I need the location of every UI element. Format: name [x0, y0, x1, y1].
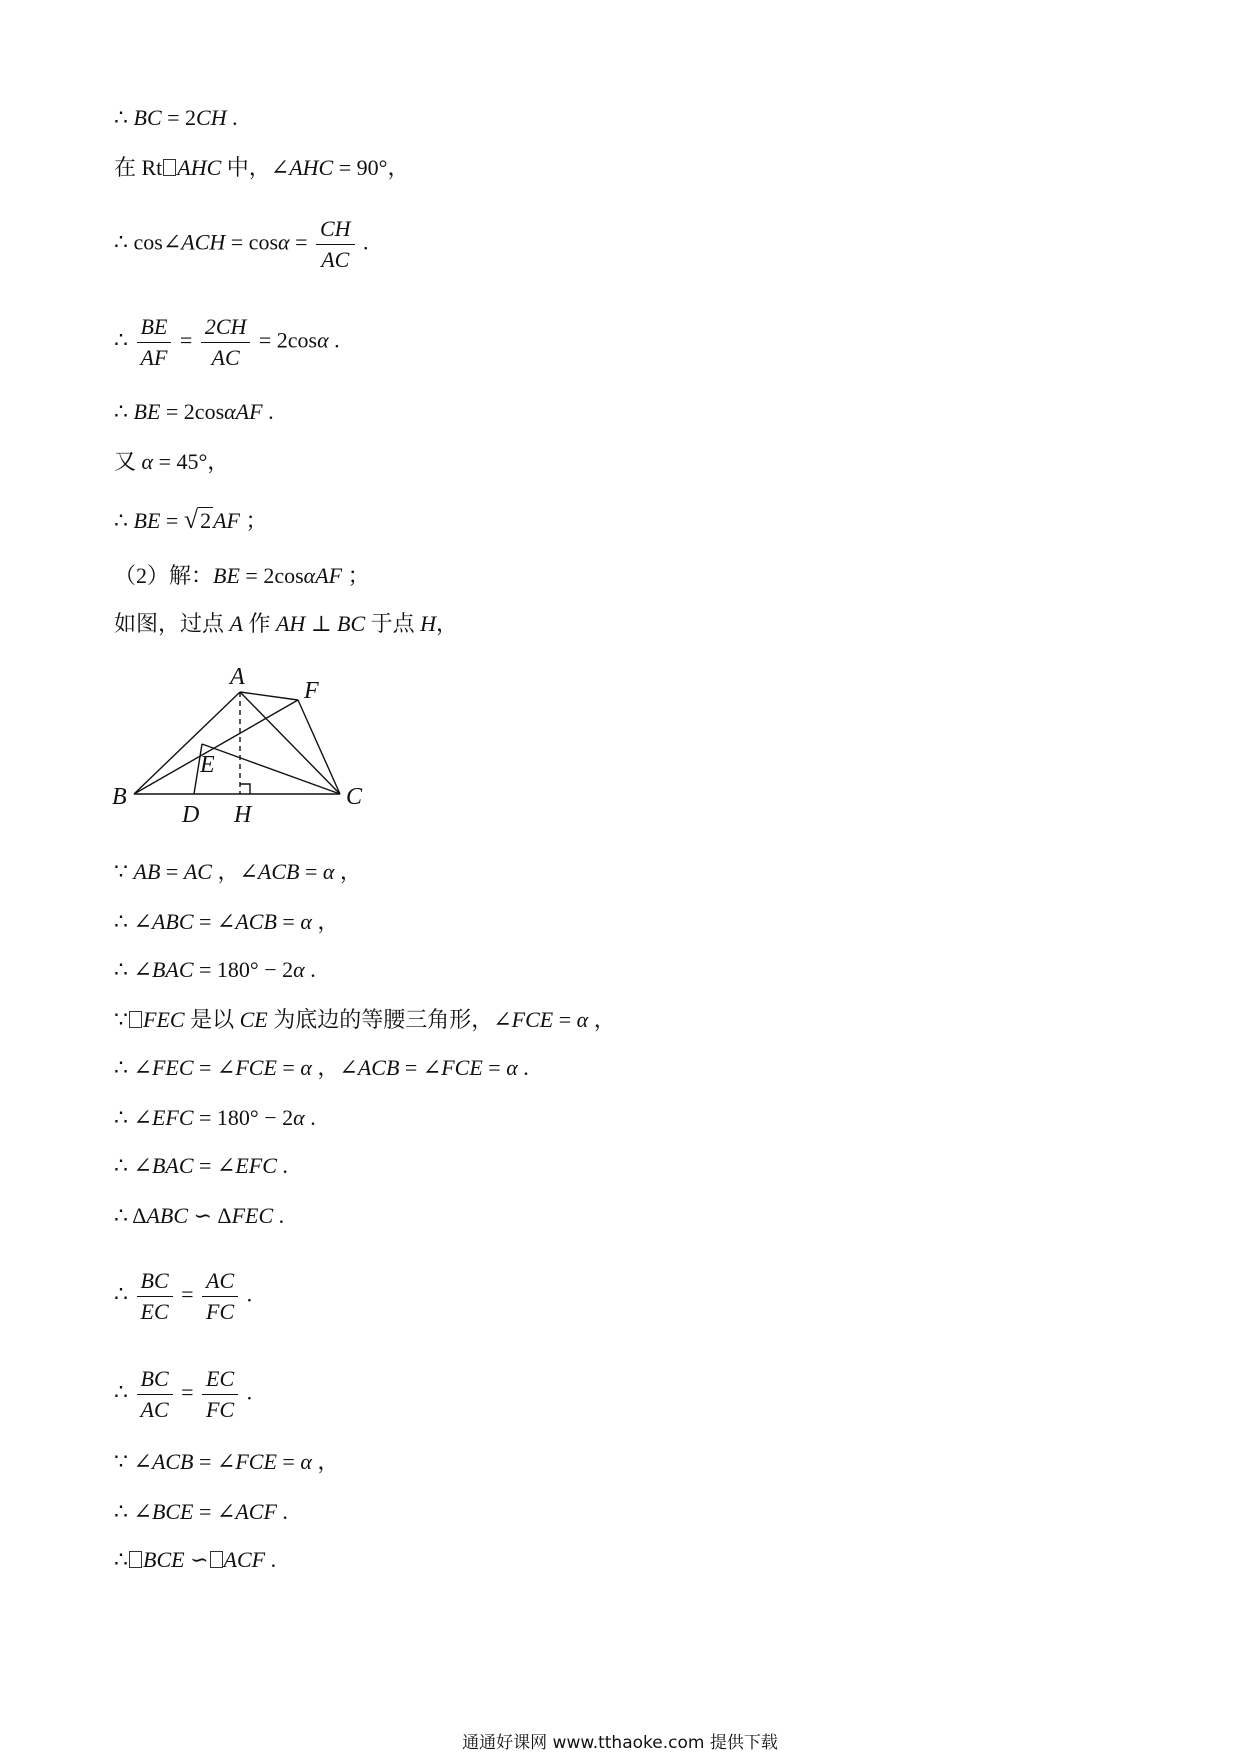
proof-line-8: （2）解：BE = 2cosαAF ； [114, 563, 370, 588]
proof-line-3: ∴ cos∠ACH = cosα = $\frac{CH}{AC}$ . [114, 214, 369, 275]
label-h: H [234, 802, 252, 828]
triangle-symbol-box [129, 1551, 142, 1568]
proof-line-5: ∴ BE = 2cosαAF . [114, 399, 274, 424]
proof-line-2: 在 Rt AHC 中，∠AHC = 90°， [114, 155, 410, 180]
fraction-bc-over-ec: $\frac{BC}{EC}$ [137, 1266, 173, 1327]
right-angle-mark [240, 784, 250, 794]
segment-be [134, 700, 298, 794]
segment-ec [202, 744, 340, 794]
geometry-figure [108, 662, 388, 832]
proof-line-15: ∴ ∠EFC = 180° − 2α . [114, 1105, 316, 1130]
label-a: A [230, 664, 245, 690]
proof-line-10: ∵ AB = AC ，∠ACB = α ， [114, 859, 362, 884]
page-footer: 通通好课网 www.tthaoke.com 提供下载 [462, 1733, 778, 1753]
sqrt-two: √2 [183, 505, 212, 534]
proof-line-4: ∴ $\frac{BE}{AF}$ = $\frac{2CH}{AC}$ = 2cosα . [114, 312, 340, 373]
fraction-ec-over-fc: $\frac{EC}{FC}$ [202, 1364, 238, 1425]
triangle-symbol-box [129, 1011, 142, 1028]
proof-line-16: ∴ ∠BAC = ∠EFC . [114, 1153, 288, 1178]
proof-line-21: ∴ ∠BCE = ∠ACF . [114, 1499, 288, 1524]
label-c: C [346, 784, 363, 810]
proof-line-12: ∴ ∠BAC = 180° − 2α . [114, 957, 316, 982]
fraction-be-over-af: $\frac{BE}{AF}$ [137, 312, 172, 373]
fraction-ch-over-ac: $\frac{CH}{AC}$ [316, 214, 355, 275]
fraction-ac-over-fc: $\frac{AC}{FC}$ [202, 1266, 238, 1327]
segment-af [240, 692, 298, 700]
proof-line-9: 如图，过点 A 作 AH ⊥ BC 于点 H， [114, 611, 459, 636]
proof-line-13: ∵ FEC 是以 CE 为底边的等腰三角形，∠FCE = α ， [114, 1007, 616, 1032]
label-f: F [304, 678, 319, 704]
proof-line-7: ∴ BE = √2AF ； [114, 505, 268, 534]
triangle-symbol-box [163, 159, 176, 176]
label-e: E [200, 752, 215, 778]
proof-line-17: ∴ ΔABC ∽ ΔFEC . [114, 1203, 285, 1228]
fraction-2ch-over-ac: $\frac{2CH}{AC}$ [201, 312, 251, 373]
proof-line-14: ∴ ∠FEC = ∠FCE = α ，∠ACB = ∠FCE = α . [114, 1055, 529, 1080]
proof-line-20: ∵ ∠ACB = ∠FCE = α ， [114, 1449, 340, 1474]
proof-line-18: ∴ $\frac{BC}{EC}$ = $\frac{AC}{FC}$ . [114, 1266, 252, 1327]
label-d: D [182, 802, 200, 828]
label-b: B [112, 784, 127, 810]
segment-fc [298, 700, 340, 794]
fraction-bc-over-ac: $\frac{BC}{AC}$ [137, 1364, 173, 1425]
proof-line-22: ∴ BCE ∽ ACF . [114, 1547, 277, 1572]
segment-ac [240, 692, 340, 794]
proof-line-19: ∴ $\frac{BC}{AC}$ = $\frac{EC}{FC}$ . [114, 1364, 252, 1425]
proof-line-1: ∴ BC = 2CH . [114, 105, 238, 130]
triangle-symbol-box [210, 1551, 223, 1568]
proof-line-6: 又 α = 45°， [114, 449, 230, 474]
proof-line-11: ∴ ∠ABC = ∠ACB = α ， [114, 909, 340, 934]
